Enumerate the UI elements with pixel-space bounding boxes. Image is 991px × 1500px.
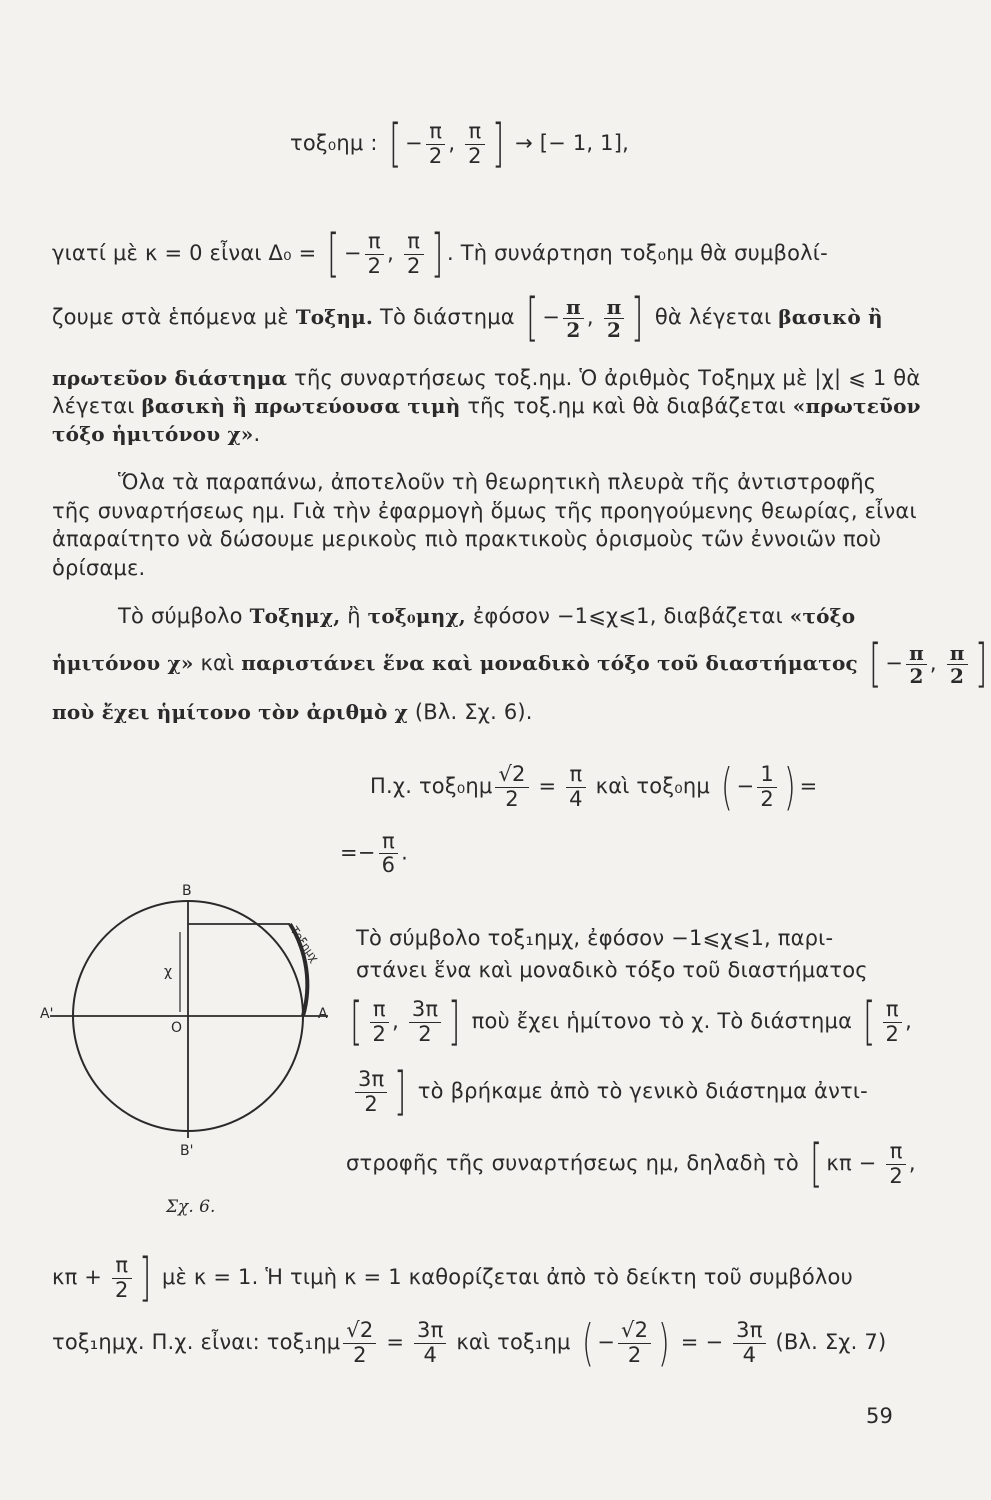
paragraph-4-line-5: στροφῆς τῆς συναρτήσεως ημ, δηλαδὴ τὸ [ κπ − $\frac{\pi}{2}$ , xyxy=(346,1134,916,1194)
label-O: O xyxy=(171,1020,183,1036)
paragraph-1-line-1: πρωτεῦον διάστημα τῆς συναρτήσεως τοξ.ημ. Ὁ ἀριθμὸς Τοξημχ μὲ |χ| ⩽ 1 θὰ xyxy=(52,366,921,390)
paragraph-4-line-2: στάνει ἕνα καὶ μοναδικὸ τόξο τοῦ διαστήματος xyxy=(356,958,868,982)
unit-circle-figure xyxy=(40,880,340,1220)
example-line-1: Π.χ. τοξ₀ημ $\frac{√2}{2}$ = $\frac{\pi}{4}$ καὶ τοξ₀ημ ( − $\frac{1}{2}$ ) = xyxy=(370,758,818,816)
paragraph-3-line-2: ἡμιτόνου χ» καὶ παριστάνει ἕνα καὶ μοναδικὸ τόξο τοῦ διαστήματος [ − $\frac{\pi}{2}$ , $\frac{\pi}{2}$ ] xyxy=(52,634,987,694)
paragraph-2-line-4: ὁρίσαμε. xyxy=(52,556,146,580)
paragraph-4-line-1: Τὸ σύμβολο τοξ₁ημχ, ἐφόσον −1⩽χ⩽1, παρι- xyxy=(356,926,834,950)
paragraph-3-line-1: Τὸ σύμβολο Τοξημχ, ἢ τοξ₀μηχ, ἐφόσον −1⩽χ⩽1, διαβάζεται «τόξο xyxy=(118,604,856,628)
label-B-prime: B' xyxy=(180,1143,194,1159)
paragraph-3-line-3: ποὺ ἔχει ἡμίτονο τὸν ἀριθμὸ χ (Βλ. Σχ. 6). xyxy=(52,700,533,724)
paragraph-4-line-3: [ $\frac{\pi}{2}$ , $\frac{3\pi}{2}$ ] ποὺ ἔχει ἡμίτονο τὸ χ. Τὸ διάστημα [ $\frac{\pi}{2}$ , xyxy=(350,992,912,1052)
label-A-prime: A' xyxy=(40,1006,54,1022)
paragraph-1-line-2: λέγεται βασικὴ ἢ πρωτεύουσα τιμὴ τῆς τοξ.ημ καὶ θὰ διαβάζεται «πρωτεῦον xyxy=(52,394,921,418)
label-A: A xyxy=(318,1006,328,1022)
text-line-6: κπ + $\frac{\pi}{2}$ ] μὲ κ = 1. Ἡ τιμὴ κ = 1 καθορίζεται ἀπὸ τὸ δείκτη τοῦ συμβόλου xyxy=(52,1248,853,1308)
figure-caption: Σχ. 6. xyxy=(166,1197,216,1217)
page-number: 59 xyxy=(866,1404,894,1428)
paragraph-4-line-4: $\frac{3\pi}{2}$ ] τὸ βρήκαμε ἀπὸ τὸ γενικὸ διάστημα ἀντι- xyxy=(352,1066,868,1118)
text-line-3: ζουμε στὰ ἑπόμενα μὲ Τοξημ. Τὸ διάστημα [ − $\frac{\pi}{2}$ , $\frac{\pi}{2}$ ] θὰ λέγεται βασικὸ ἢ xyxy=(52,288,883,348)
label-x: χ xyxy=(164,964,173,980)
text-line-2: γιατί μὲ κ = 0 εἶναι Δ₀ = [ − $\frac{\pi}{2}$ , $\frac{\pi}{2}$ ] . Τὴ συνάρτηση τοξ₀ημ θὰ συμβολί- xyxy=(52,224,828,284)
paragraph-1-line-3: τόξο ἡμιτόνου χ». xyxy=(52,422,261,446)
paragraph-2-line-2: τῆς συναρτήσεως ημ. Γιὰ τὴν ἐφαρμογὴ ὅμως τῆς προηγούμενης θεωρίας, εἶναι xyxy=(52,499,917,523)
paragraph-2-line-3: ἀπαραίτητο νὰ δώσουμε μερικοὺς πιὸ πρακτικοὺς ὁρισμοὺς τῶν ἐννοιῶν ποὺ xyxy=(52,527,882,551)
label-arc: Τοξημχ xyxy=(287,924,322,965)
paragraph-2-line-1: Ὅλα τὰ παραπάνω, ἀποτελοῦν τὴ θεωρητικὴ πλευρὰ τῆς ἀντιστροφῆς xyxy=(118,470,877,494)
example-line-2: =− $\frac{\pi}{6}$ . xyxy=(340,829,409,878)
formula-line-1: τοξ₀ημ : [ − $\frac{\pi}{2}$ , $\frac{\pi}{2}$ ] → [− 1, 1], xyxy=(290,114,629,174)
text-line-7: τοξ₁ημχ. Π.χ. εἶναι: τοξ₁ημ $\frac{√2}{2}$ = $\frac{3\pi}{4}$ καὶ τοξ₁ημ ( − $\frac{√2}{2}$ ) = − $\frac{3\pi}{4}$ (Βλ. Σχ. 7) xyxy=(52,1314,887,1372)
label-B: B xyxy=(182,883,192,899)
